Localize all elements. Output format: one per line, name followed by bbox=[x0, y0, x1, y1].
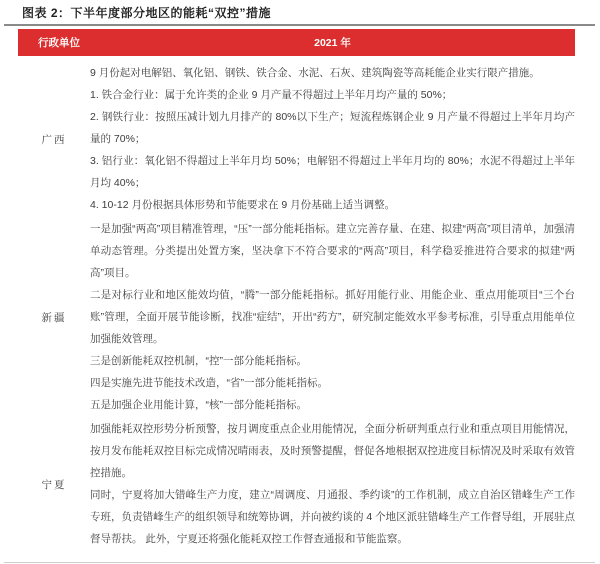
row-content bbox=[90, 62, 575, 216]
table-body bbox=[18, 56, 575, 554]
region-label: 广西 bbox=[41, 133, 67, 146]
region-label: 宁夏 bbox=[41, 478, 67, 491]
measure-paragraph: 4. 10-12 月份根据具体形势和节能要求在 9 月份基础上适当调整。 bbox=[90, 199, 396, 211]
measure-paragraph: 同时，宁夏将加大错峰生产力度，建立“周调度、月通报、季约谈”的工作机制，成立自治区错峰生产工作专班，负责错峰生产的组织领导和统筹协调，并向被约谈的 4 个地区派驻错峰生产工作督导组，开展驻点督导帮扶。 此外，宁夏还将强化能耗双控工作督查通报和节能监察。 bbox=[90, 489, 575, 545]
header-admin-unit: 行政单位 bbox=[38, 37, 80, 49]
figure-title: 图表 2：下半年度部分地区的能耗“双控”措施 bbox=[22, 6, 272, 20]
table-row-ningxia bbox=[18, 416, 575, 554]
measure-paragraph: 四是实施先进节能技术改造，“省”一部分能耗指标。 bbox=[90, 377, 328, 389]
measure-paragraph: 加强能耗双控形势分析预警，按月调度重点企业用能情况，全面分析研判重点行业和重点项目用能情况，按月发布能耗双控目标完成情况晴雨表，及时预警提醒，督促各地根据双控进度目标情况及时采取有效管控措施。 bbox=[90, 423, 575, 479]
measure-paragraph: 三是创新能耗双控机制，“控”一部分能耗指标。 bbox=[90, 355, 307, 367]
row-content bbox=[90, 218, 575, 416]
measure-paragraph: 3. 铝行业：氧化铝不得超过上半年月均 50%；电解铝不得超过上半年月均的 80%；水泥不得超过上半年月均 40%； bbox=[90, 155, 575, 189]
table-row-guangxi bbox=[18, 56, 575, 216]
table-header bbox=[18, 29, 575, 56]
table-top-rule bbox=[4, 24, 595, 26]
row-content bbox=[90, 418, 575, 550]
measure-paragraph: 一是加强“两高”项目精准管理，“压”一部分能耗指标。建立完善存量、在建、拟建“两高”项目清单，加强清单动态管理。分类提出处置方案，坚决拿下不符合要求的“两高”项目，科学稳妥推进符合要求的拟建“两高”项目。 bbox=[90, 223, 575, 279]
measure-paragraph: 五是加强企业用能计算，“核”一部分能耗指标。 bbox=[90, 399, 307, 411]
measure-paragraph: 2. 钢铁行业：按照压减计划九月排产的 80%以下生产；短流程炼钢企业 9 月产量不得超过上半年月均产量的 70%； bbox=[90, 111, 575, 145]
measure-paragraph: 二是对标行业和地区能效均值，“腾”一部分能耗指标。抓好用能行业、用能企业、重点用能项目“三个台账”管理，全面开展节能诊断，找准“症结”，开出“药方”，研究制定能效水平参考标准，引导重点用能单位加强能效管理。 bbox=[90, 289, 575, 345]
table-row-xinjiang bbox=[18, 216, 575, 416]
table-bottom-rule bbox=[4, 562, 595, 563]
measure-paragraph: 1. 铁合金行业：属于允许类的企业 9 月产量不得超过上半年月均产量的 50%； bbox=[90, 89, 453, 101]
measure-paragraph: 9 月份起对电解铝、氧化铝、钢铁、铁合金、水泥、石灰、建筑陶瓷等高耗能企业实行限产措施。 bbox=[90, 67, 540, 79]
header-year: 2021 年 bbox=[314, 37, 351, 49]
region-label: 新疆 bbox=[41, 311, 67, 324]
